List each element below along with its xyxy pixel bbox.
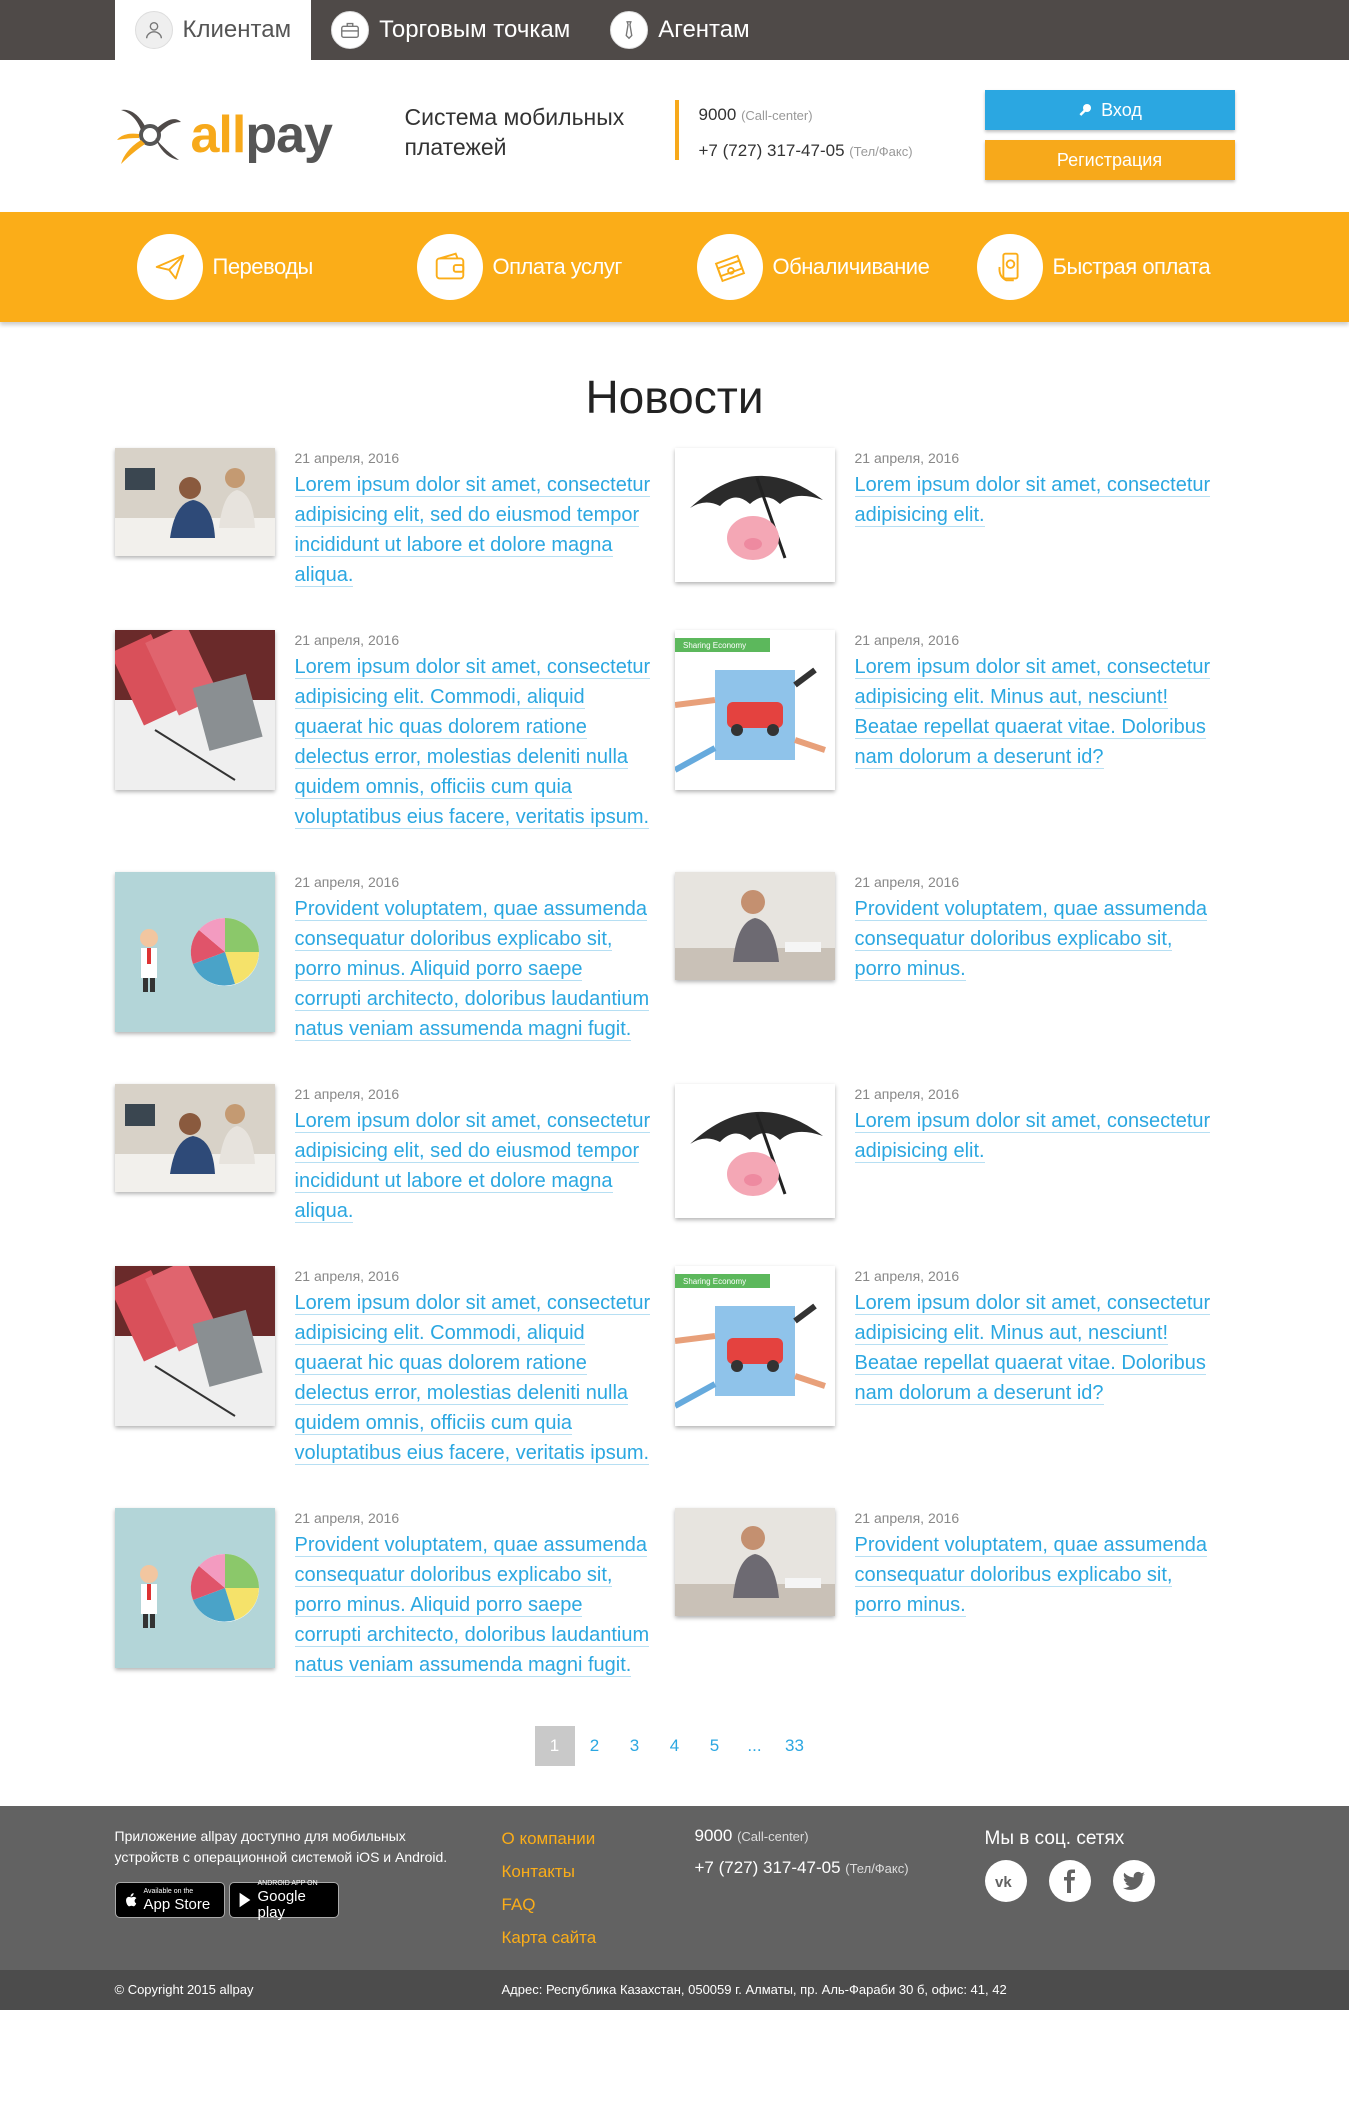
site-tagline: Система мобильных платежей (404, 104, 625, 160)
news-item (115, 1266, 675, 1468)
page-4[interactable]: 4 (669, 1736, 680, 1755)
app-text: Приложение allpay доступно для мобильных устройств с операционной системой iOS и Android. (114, 1828, 448, 1865)
news-link[interactable]: Lorem ipsum dolor sit amet, consectetur adipisicing elit. (854, 1110, 1211, 1162)
nav-label: Быстрая оплата (1052, 254, 1211, 279)
login-button[interactable] (985, 90, 1235, 130)
news-thumbnail[interactable] (675, 630, 835, 790)
nav-quick-pay[interactable] (955, 234, 1235, 300)
svg-text:vk: vk (994, 1874, 1012, 1891)
page-5[interactable]: 5 (709, 1736, 720, 1755)
phone-hand-icon (977, 234, 1043, 300)
register-button[interactable]: Регистрация (985, 140, 1235, 180)
logo-wordmark: allpay (190, 106, 332, 164)
page-33[interactable]: 33 (785, 1736, 804, 1755)
nav-transfers[interactable] (115, 234, 395, 300)
tab-agents[interactable] (590, 0, 769, 60)
footer-link-sitemap[interactable]: Карта сайта (501, 1928, 597, 1947)
cash-stack-icon (697, 234, 763, 300)
news-date: 21 апреля, 2016 (854, 450, 960, 466)
news-item (115, 872, 675, 1044)
play-store-icon (236, 1891, 254, 1909)
news-thumbnail[interactable] (675, 1084, 835, 1218)
svg-text:Sharing Economy: Sharing Economy (682, 641, 746, 650)
news-link[interactable]: Lorem ipsum dolor sit amet, consectetur adipisicing elit. Commodi, aliquid quaerat hic quas dolorem ratione delectus error, molestias deleniti nulla quidem omnis, officiis cum quia voluptatibus eius facere, veritatis ipsum. (294, 1292, 651, 1464)
news-link[interactable]: Lorem ipsum dolor sit amet, consectetur adipisicing elit. Minus aut, nesciunt! Beatae repellat quaerat vitae. Doloribus nam dolorum a deserunt id? (854, 1292, 1211, 1404)
news-section (115, 362, 1235, 1766)
login-label: Вход (1101, 99, 1142, 120)
news-date: 21 апреля, 2016 (294, 1086, 400, 1102)
man-writing-image (675, 1508, 835, 1616)
nav-cashout[interactable] (675, 234, 955, 300)
news-date: 21 апреля, 2016 (854, 1510, 960, 1526)
news-link[interactable]: Lorem ipsum dolor sit amet, consectetur adipisicing elit, sed do eiusmod tempor incididunt ut labore et dolore magna aliqua. (294, 474, 651, 586)
vk-icon[interactable] (985, 1860, 1027, 1902)
news-item (115, 1508, 675, 1680)
news-item (675, 1084, 1235, 1226)
header-contacts (675, 100, 913, 160)
callcenter-note: (Call-center) (741, 108, 813, 123)
news-date: 21 апреля, 2016 (294, 450, 400, 466)
piggy-umbrella-image (675, 448, 835, 582)
news-item (675, 1266, 1235, 1468)
news-item (115, 630, 675, 832)
sharing-economy-image (675, 630, 835, 790)
pie-chart-man-image (115, 872, 275, 1032)
site-header (0, 60, 1349, 212)
twitter-icon[interactable] (1113, 1860, 1155, 1902)
wallet-icon (417, 234, 483, 300)
facebook-icon[interactable] (1049, 1860, 1091, 1902)
news-thumbnail[interactable] (675, 872, 835, 980)
news-link[interactable]: Provident voluptatem, quae assumenda consequatur doloribus explicabo sit, porro minus. Aliquid porro saepe corrupti architecto, doloribus laudantium natus veniam assumenda magni fugit. (294, 898, 650, 1040)
audience-bar (0, 0, 1349, 60)
nav-label: Переводы (212, 254, 313, 279)
pie-chart-man-image (115, 1508, 275, 1668)
tab-clients[interactable] (115, 0, 312, 60)
nav-label: Оплата услуг (492, 254, 622, 279)
page-2[interactable]: 2 (589, 1736, 600, 1755)
office-couple-image (115, 448, 275, 556)
logo-mark-icon (115, 100, 185, 170)
news-thumbnail[interactable] (675, 1508, 835, 1616)
news-item (675, 1508, 1235, 1680)
news-item (115, 448, 675, 590)
news-date: 21 апреля, 2016 (854, 1086, 960, 1102)
google-play-badge[interactable]: ANDROID APP ON Google play (229, 1882, 339, 1918)
callcenter-number[interactable]: 9000 (698, 105, 737, 124)
footer-link-about[interactable]: О компании (501, 1829, 596, 1848)
news-thumbnail[interactable] (115, 448, 275, 556)
footer-link-contacts[interactable]: Контакты (501, 1862, 575, 1881)
social-title: Мы в соц. сетях (984, 1828, 1125, 1849)
tab-label: Агентам (658, 16, 750, 43)
page-ellipsis: ... (747, 1736, 762, 1755)
allpay-logo[interactable] (115, 100, 332, 170)
paper-plane-icon (137, 234, 203, 300)
binders-calculator-image (115, 1266, 275, 1426)
news-date: 21 апреля, 2016 (294, 1510, 400, 1526)
fax-number[interactable]: +7 (727) 317-47-05 (698, 141, 845, 160)
news-thumbnail[interactable] (115, 1266, 275, 1426)
news-date: 21 апреля, 2016 (294, 632, 400, 648)
news-link[interactable]: Lorem ipsum dolor sit amet, consectetur adipisicing elit. Commodi, aliquid quaerat hic quas dolorem ratione delectus error, molestias deleniti nulla quidem omnis, officiis cum quia voluptatibus eius facere, veritatis ipsum. (294, 656, 651, 828)
news-item (115, 1084, 675, 1226)
nav-label: Обналичивание (772, 254, 930, 279)
svg-text:Sharing Economy: Sharing Economy (682, 1277, 746, 1286)
footer-callcenter-number[interactable]: 9000 (694, 1826, 733, 1845)
news-link[interactable]: Lorem ipsum dolor sit amet, consectetur adipisicing elit. Minus aut, nesciunt! Beatae repellat quaerat vitae. Doloribus nam dolorum a deserunt id? (854, 656, 1211, 768)
nav-payments[interactable] (395, 234, 675, 300)
man-writing-image (675, 872, 835, 980)
news-thumbnail[interactable] (675, 1266, 835, 1426)
news-thumbnail[interactable] (115, 872, 275, 1032)
news-link[interactable]: Lorem ipsum dolor sit amet, consectetur adipisicing elit. (854, 474, 1211, 526)
key-icon (1077, 102, 1093, 118)
tab-merchants[interactable] (311, 0, 590, 60)
news-thumbnail[interactable] (115, 1508, 275, 1668)
news-date: 21 апреля, 2016 (854, 1268, 960, 1284)
tab-label: Торговым точкам (379, 16, 571, 43)
social-block (985, 1824, 1177, 1902)
news-grid (115, 448, 1235, 1720)
news-date: 21 апреля, 2016 (294, 1268, 400, 1284)
footer-fax-number[interactable]: +7 (727) 317-47-05 (694, 1858, 841, 1877)
footer-link-faq[interactable]: FAQ (501, 1895, 536, 1914)
company-address: Адрес: Республика Казахстан, 050059 г. Алматы, пр. Аль-Фараби 30 б, офис: 41, 42 (501, 1982, 1007, 1997)
news-title: Новости (585, 371, 764, 423)
user-icon (135, 11, 173, 49)
briefcase-icon (331, 11, 369, 49)
services-nav (0, 212, 1349, 322)
news-thumbnail[interactable] (115, 1084, 275, 1192)
news-link[interactable]: Provident voluptatem, quae assumenda consequatur doloribus explicabo sit, porro minus. Aliquid porro saepe corrupti architecto, doloribus laudantium natus veniam assumenda magni fugit. (294, 1534, 650, 1676)
pagination (115, 1726, 1235, 1766)
news-link[interactable]: Provident voluptatem, quae assumenda consequatur doloribus explicabo sit, porro minus. (854, 898, 1207, 980)
news-link[interactable]: Provident voluptatem, quae assumenda consequatur doloribus explicabo sit, porro minus. (854, 1534, 1207, 1616)
binders-calculator-image (115, 630, 275, 790)
footer-links (502, 1828, 597, 1960)
news-thumbnail[interactable] (675, 448, 835, 582)
news-link[interactable]: Lorem ipsum dolor sit amet, consectetur adipisicing elit, sed do eiusmod tempor incididunt ut labore et dolore magna aliqua. (294, 1110, 651, 1222)
apple-icon (122, 1891, 140, 1909)
news-item (675, 872, 1235, 1044)
news-date: 21 апреля, 2016 (854, 632, 960, 648)
piggy-umbrella-image (675, 1084, 835, 1218)
news-item (675, 448, 1235, 590)
app-store-badge[interactable]: Available on the App Store (115, 1882, 225, 1918)
app-promo (114, 1826, 455, 1921)
site-footer (0, 1806, 1349, 1970)
news-thumbnail[interactable] (115, 630, 275, 790)
news-date: 21 апреля, 2016 (294, 874, 400, 890)
footer-contacts: 9000 (Call-center) +7 (727) 317-47-05 (Тел/Факс) (694, 1826, 909, 1877)
office-couple-image (115, 1084, 275, 1192)
tab-label: Клиентам (182, 16, 292, 43)
page-3[interactable]: 3 (629, 1736, 640, 1755)
news-date: 21 апреля, 2016 (854, 874, 960, 890)
news-item (675, 630, 1235, 832)
tie-icon (610, 11, 648, 49)
sharing-economy-image (675, 1266, 835, 1426)
footer-bottom-bar (0, 1970, 1349, 2010)
fax-note: (Тел/Факс) (849, 144, 913, 159)
page-1[interactable]: 1 (535, 1726, 575, 1766)
copyright: © Copyright 2015 allpay (114, 1982, 254, 1997)
